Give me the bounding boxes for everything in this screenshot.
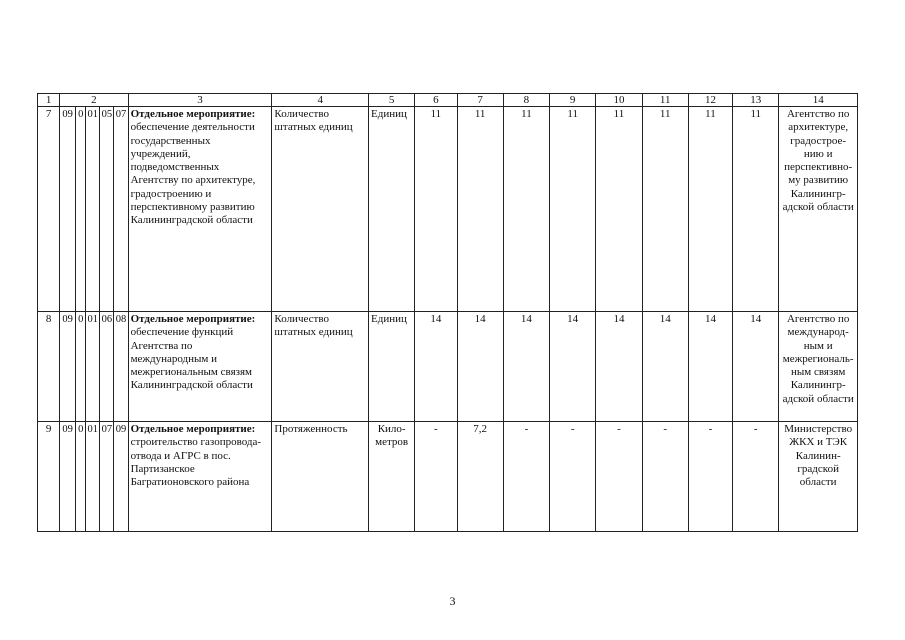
- code-cell: 06: [100, 312, 114, 422]
- value-cell: -: [688, 422, 732, 532]
- value-cell: 7,2: [457, 422, 503, 532]
- unit-cell: Единиц: [369, 107, 415, 312]
- value-cell: -: [415, 422, 457, 532]
- indicator-cell: Количество штатных единиц: [272, 312, 369, 422]
- value-cell: 14: [550, 312, 596, 422]
- value-cell: 11: [596, 107, 642, 312]
- value-cell: -: [596, 422, 642, 532]
- indicator-cell: Количество штатных единиц: [272, 107, 369, 312]
- value-cell: 14: [457, 312, 503, 422]
- code-cell: 0: [76, 422, 86, 532]
- header-cell: 7: [457, 94, 503, 107]
- table-row: [38, 107, 858, 312]
- event-title: Отдельное мероприятие:: [130, 108, 256, 120]
- value-cell: -: [733, 422, 779, 532]
- event-cell: [128, 312, 272, 422]
- unit-cell: Единиц: [369, 312, 415, 422]
- code-cell: 01: [86, 107, 100, 312]
- code-cell: 01: [86, 422, 100, 532]
- header-cell: 1: [38, 94, 60, 107]
- value-cell: 14: [596, 312, 642, 422]
- code-cell: 0: [76, 107, 86, 312]
- header-row: [38, 94, 858, 107]
- value-cell: 11: [415, 107, 457, 312]
- header-cell: 3: [128, 94, 272, 107]
- value-cell: 11: [733, 107, 779, 312]
- event-title: Отдельное мероприятие:: [130, 423, 256, 435]
- code-cell: 09: [114, 422, 128, 532]
- row-number: 7: [38, 107, 60, 312]
- table-row: [38, 312, 858, 422]
- value-cell: -: [503, 422, 549, 532]
- event-description: обеспечение функций Агентства по международным и межрегиональным связям Калининградской области: [130, 326, 253, 392]
- header-cell: 12: [688, 94, 732, 107]
- header-cell: 8: [503, 94, 549, 107]
- header-cell: 2: [60, 94, 128, 107]
- table-row: [38, 422, 858, 532]
- event-title: Отдельное мероприятие:: [130, 313, 256, 325]
- value-cell: 14: [415, 312, 457, 422]
- header-cell: 4: [272, 94, 369, 107]
- header-cell: 9: [550, 94, 596, 107]
- header-cell: 6: [415, 94, 457, 107]
- unit-cell: Кило- метров: [369, 422, 415, 532]
- agency-cell: Агентство по международ- ным и межрегиональ- ным связям Калинингр- адской области: [779, 312, 858, 422]
- code-cell: 07: [100, 422, 114, 532]
- indicator-cell: Протяженность: [272, 422, 369, 532]
- value-cell: 11: [550, 107, 596, 312]
- value-cell: 11: [688, 107, 732, 312]
- agency-cell: Агентство по архитектуре, градострое- нию и перспективно- му развитию Калинингр- адской области: [779, 107, 858, 312]
- header-cell: 14: [779, 94, 858, 107]
- code-cell: 05: [100, 107, 114, 312]
- code-cell: 01: [86, 312, 100, 422]
- row-number: 9: [38, 422, 60, 532]
- row-number: 8: [38, 312, 60, 422]
- value-cell: -: [550, 422, 596, 532]
- value-cell: 14: [733, 312, 779, 422]
- value-cell: -: [642, 422, 688, 532]
- header-cell: 5: [369, 94, 415, 107]
- value-cell: 11: [503, 107, 549, 312]
- value-cell: 11: [457, 107, 503, 312]
- value-cell: 14: [503, 312, 549, 422]
- code-cell: 09: [60, 422, 76, 532]
- header-cell: 13: [733, 94, 779, 107]
- agency-cell: Министерство ЖКХ и ТЭК Калинин- градской области: [779, 422, 858, 532]
- value-cell: 14: [688, 312, 732, 422]
- code-cell: 0: [76, 312, 86, 422]
- event-description: строительство газопровода-отвода и АГРС в пос. Партизанское Багратионовского района: [130, 436, 262, 489]
- page-number: 3: [449, 594, 456, 608]
- value-cell: 11: [642, 107, 688, 312]
- event-description: обеспечение деятельности государственных учреждений, подведомственных Агентству по архитектуре, градостроению и перспективному развитию Калининградской области: [130, 121, 256, 227]
- event-cell: [128, 107, 272, 312]
- event-cell: [128, 422, 272, 532]
- header-cell: 10: [596, 94, 642, 107]
- code-cell: 09: [60, 107, 76, 312]
- value-cell: 14: [642, 312, 688, 422]
- indicators-table: [37, 93, 858, 532]
- header-cell: 11: [642, 94, 688, 107]
- code-cell: 08: [114, 312, 128, 422]
- code-cell: 09: [60, 312, 76, 422]
- code-cell: 07: [114, 107, 128, 312]
